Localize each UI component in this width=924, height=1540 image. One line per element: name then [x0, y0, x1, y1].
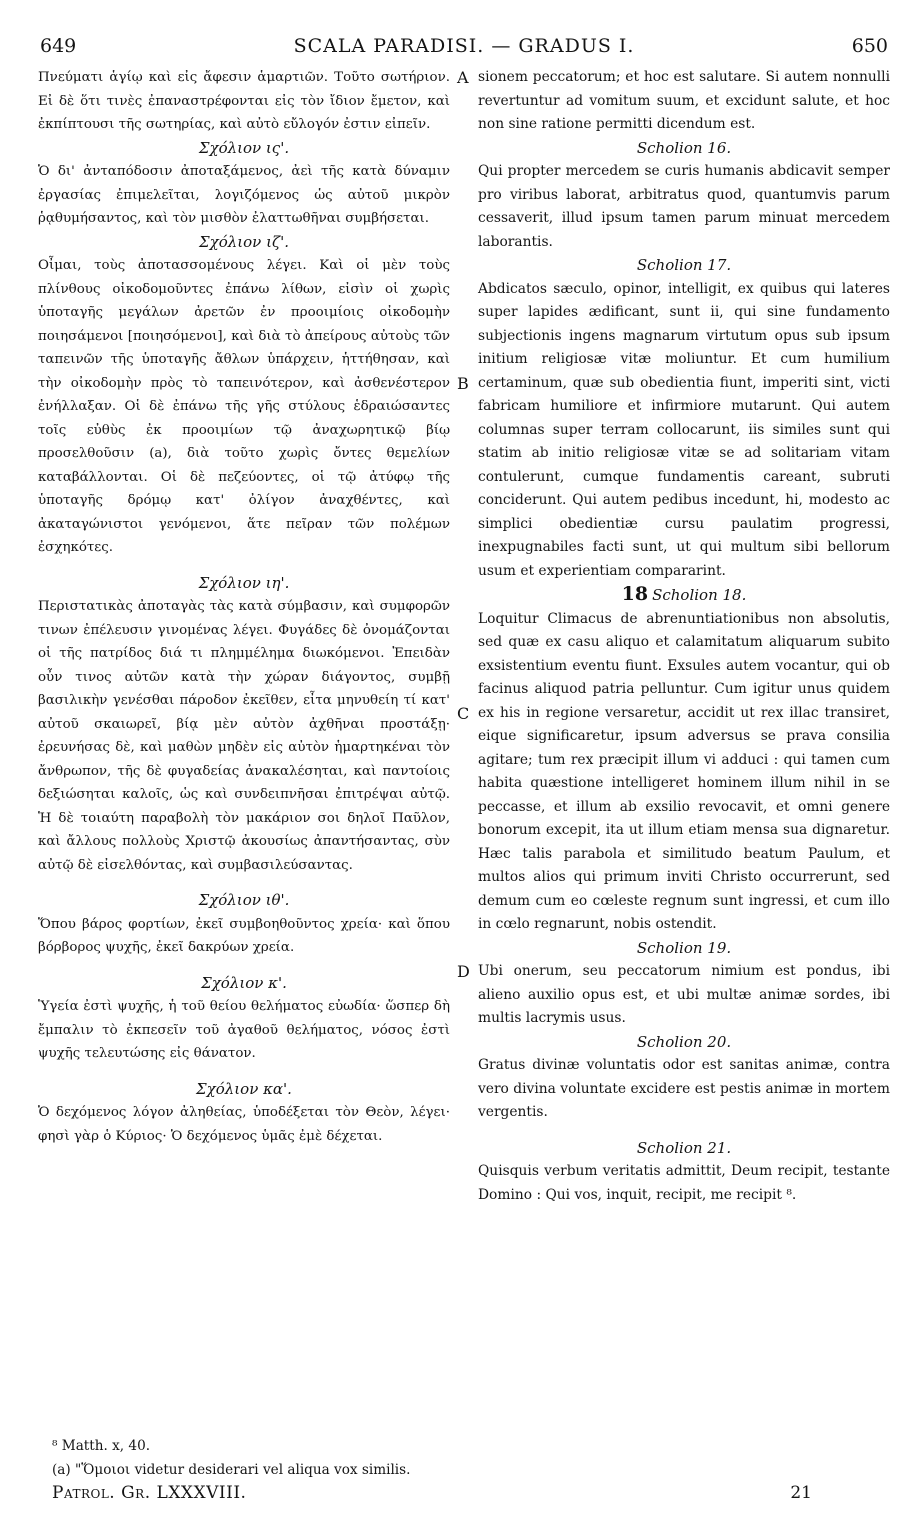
series-signature: Patrol. Gr. LXXXVIII. — [52, 1483, 247, 1503]
page-footer — [52, 1483, 812, 1503]
latin-scholion-20-heading: Scholion 20. — [636, 1032, 732, 1051]
latin-scholion-18-text: Loquitur Climacus de abrenuntiationibus non absolutis, sed quæ ex casu aliquo et calamitatum aliquarum subito exsistentium eventu fiunt. Exsules autem vocantur, qui ob facinus aliquod patria pelluntur. Cum igitur unus quidem ex his in regione versaretur, accidit ut rex illac transiret, eique significaretur, ipsum adversus se prava consilia agitare; tum rex præcipit illum vi adduci : qui tamen cum habita quæstione intelligeret hominem illum nihil in se peccasse, et illum ab exsilio revocavit, et omni genere bonorum excepit, ita ut illum etiam mensa sua dignaretur. Hæc talis parabola et similitudo beatum Paulum, et multos alios qui primum inviti Christo occurrerunt, sed demum cum eo cœleste regnum sunt ingressi, et cum illo in cœlo regnarunt, nobis ostendit. — [478, 610, 890, 932]
running-title: SCALA PARADISI. — GRADUS I. — [293, 35, 635, 57]
latin-scholion-18 — [457, 608, 890, 937]
latin-scholion-16-heading: Scholion 16. — [636, 138, 732, 157]
latin-scholion-18-heading-row — [478, 583, 890, 608]
margin-marker-b: B — [457, 373, 469, 393]
latin-intro-text: sionem peccatorum; et hoc est salutare. Si autem nonnulli revertuntur ad vomitum suum, et excidunt salute, et hoc non sine ratione permitti dicendum est. — [478, 69, 890, 132]
latin-scholion-20 — [478, 1054, 890, 1125]
latin-scholion-21 — [478, 1160, 890, 1207]
latin-scholion-17 — [457, 278, 890, 584]
greek-scholion-17-text: Οἶμαι, τοὺς ἀποτασσομένους λέγει. Καὶ οἱ μὲν τοὺς πλίνθους οἰκοδομοῦντες ἐπάνω λίθων, εἰσὶν οἱ χωρὶς ὑποταγῆς μεγάλων ἀρετῶν ἐν προοιμίοις οἰκοδομὴν ποιησάμενοι [ποιησόμενοι], καὶ διὰ τὸ ἀπείρους αὐτοὺς τῶν ταπεινῶν τῆς ὑποταγῆς ἄθλων ὑπάρχειν, ἡττήθησαν, καὶ τὴν οἰκοδομὴν πρὸς τὸ ταπεινότερον, καὶ ἀσθενέστερον ἐνήλλαξαν. Οἱ δὲ ἐπάνω τῆς γῆς στύλους ἑδραιώσαντες τοῖς εὐθὺς ἐκ προοιμίων τῷ ἀναχωρητικῷ βίῳ προσελθοῦσιν (a), διὰ τοῦτο χωρὶς ὄντες θεμελίων καταβάλλονται. Οἱ δὲ πεζεύοντες, οἱ τῷ ἀτύφῳ τῆς ὑποταγῆς δρόμῳ κατ' ὀλίγον ἀναχθέντες, καὶ ἀκαταγώνιστοι γενόμενοι, ἅτε πεῖραν τῶν πολέμων ἐσχηκότες. — [38, 258, 450, 555]
latin-intro — [457, 66, 890, 137]
margin-marker-c: C — [457, 703, 470, 723]
greek-scholion-17-heading: Σχόλιον ιζ'. — [199, 232, 289, 251]
greek-scholion-19 — [38, 913, 450, 960]
chapter-number-18: 18 — [621, 583, 649, 605]
signature-number: 21 — [790, 1483, 812, 1503]
greek-intro — [38, 66, 450, 137]
latin-scholion-16-text: Qui propter mercedem se curis humanis abdicavit semper pro viribus laborat, arbitratus quod, quantumvis parum cessaverit, illud ipsum tamen parum minuat mercedem laborantis. — [478, 163, 890, 250]
latin-scholion-17-heading: Scholion 17. — [636, 256, 732, 274]
greek-scholion-17 — [38, 254, 450, 560]
greek-scholion-21-text: Ὁ δεχόμενος λόγον ἀληθείας, ὑποδέξεται τὸν Θεὸν, λέγει· φησὶ γὰρ ὁ Κύριος· Ὁ δεχόμενος ὑμᾶς ἐμὲ δέχεται. — [38, 1105, 450, 1144]
greek-scholion-20-text: Ὑγεία ἐστὶ ψυχῆς, ἡ τοῦ θείου θελήματος εὐωδία· ὥσπερ δὴ ἔμπαλιν τὸ ἐκπεσεῖν τοῦ ἀγαθοῦ θελήματος, νόσος ἐστὶ ψυχῆς τελευτώσης εἰς θάνατον. — [38, 999, 450, 1061]
greek-scholion-16-heading: Σχόλιον ις'. — [198, 138, 290, 157]
latin-scholion-21-heading: Scholion 21. — [636, 1138, 732, 1157]
latin-scholion-20-text: Gratus divinæ voluntatis odor est sanitas animæ, contra vero divina voluntate excidere est pestis animæ in mortem vergentis. — [478, 1057, 890, 1120]
greek-scholion-19-heading: Σχόλιον ιθ'. — [198, 891, 290, 909]
greek-scholion-20 — [38, 995, 450, 1066]
right-page-number: 650 — [851, 35, 888, 57]
footnote-a: (a) "Ὅμοιοι videtur desiderari vel aliqua vox similis. — [52, 1461, 411, 1478]
footnote-scripture: ⁸ Matth. x, 40. — [52, 1438, 151, 1454]
margin-marker-d: D — [457, 962, 470, 981]
latin-column — [457, 66, 890, 1207]
two-column-body — [38, 66, 890, 1207]
latin-scholion-19 — [457, 960, 890, 1031]
footnotes — [52, 1435, 912, 1482]
latin-scholion-16 — [478, 160, 890, 254]
greek-scholion-18 — [38, 595, 450, 877]
greek-scholion-21 — [38, 1101, 450, 1148]
page-header — [38, 34, 890, 58]
left-page-number: 649 — [40, 35, 77, 57]
greek-scholion-21-heading: Σχόλιον κα'. — [196, 1079, 292, 1098]
latin-scholion-19-heading: Scholion 19. — [636, 938, 732, 957]
greek-scholion-16-text: Ὁ δι' ἀνταπόδοσιν ἀποταξάμενος, ἀεὶ τῆς κατὰ δύναμιν ἐργασίας ἐπιμελεῖται, λογιζόμενος ὡς αὐτοῦ μικρὸν ῥᾳθυμήσαντος, καὶ τὸν μισθὸν ἐλαττωθῆναι συμβήσεται. — [38, 164, 450, 226]
latin-scholion-21-text: Quisquis verbum veritatis admittit, Deum recipit, testante Domino : Qui vos, inquit, recipit, me recipit ⁸. — [478, 1163, 890, 1203]
greek-scholion-18-heading: Σχόλιον ιη'. — [198, 573, 290, 592]
greek-scholion-16 — [38, 160, 450, 231]
greek-scholion-18-text: Περιστατικὰς ἀποταγὰς τὰς κατὰ σύμβασιν, καὶ συμφορῶν τινων ἐπέλευσιν γινομένας λέγει. Φυγάδες δὲ ὀνομάζονται οἱ τῆς πατρίδος διά τι πλημμέλημα διωκόμενοι. Ἐπειδὰν οὖν τινος αὐτῶν κατὰ τὴν χώραν διάγοντος, συμβῇ βασιλικὴν γενέσθαι πάροδον ἐκεῖθεν, εἶτα μηνυθείη τί κατ' αὐτοῦ σκαιωρεῖ, βίᾳ μὲν αὐτὸν ἀχθῆναι προστάξῃ· ἐρευνήσας δὲ, καὶ μαθὼν μηδὲν εἰς αὐτὸν ἡμαρτηκέναι τὸν ἄνθρωπον, τῆς δὲ φυγαδείας ἀνακαλέσηται, καὶ παντοίοις δεξιώσηται καλοῖς, ὡς καὶ συνδειπνῆσαι ἐπιτρέψαι αὐτῷ. Ἡ δὲ τοιαύτη παραβολὴ τὸν μακάριον σοι δηλοῖ Παῦλον, καὶ ἄλλους πολλοὺς Χριστῷ ἀκουσίως ἀπαντήσαντας, σὺν αὐτῷ δὲ εἰσελθόντας, καὶ συμβασιλεύσαντας. — [38, 599, 450, 873]
greek-column — [38, 66, 450, 1207]
latin-scholion-17-text: Abdicatos sæculo, opinor, intelligit, ex quibus qui lateres super lapides ædificant, sunt ii, qui sine fundamento subjectionis ingens magnarum virtutum opus sub ipsum initium religiosæ vitæ moliuntur. Et cum humilium certaminum, quæ sub obedientia fiunt, imperiti sint, victi fabricam humiliore et infirmiore mutarunt. Qui autem columnas super terram collocarunt, iis similes sunt qui statim ab initio religiosæ vitæ se ad solitariam vitam contulerunt, cumque fundamentis careant, subruti conciderunt. Qui autem pedibus incedunt, hi, modesto ac simplici obedientiæ cursu paulatim progressi, inexpugnabiles facti sunt, ut qui multum sibi bellorum usum et experientiam compararint. — [478, 280, 890, 579]
greek-intro-text: Πνεύματι ἁγίῳ καὶ εἰς ἄφεσιν ἁμαρτιῶν. Τοῦτο σωτήριον. Εἰ δὲ ὅτι τινὲς ἐπαναστρέφονται εἰς τὸν ἴδιον ἔμετον, καὶ ἐκπίπτουσι τῆς σωτηρίας, καὶ αὐτὸ εὔλογόν ἐστιν εἰπεῖν. — [38, 70, 450, 132]
margin-marker-a: A — [457, 68, 469, 87]
latin-scholion-19-text: Ubi onerum, seu peccatorum nimium est pondus, ibi alieno auxilio opus est, et ubi multæ animæ sordes, ibi multis lacrymis usus. — [478, 963, 890, 1026]
latin-scholion-18-heading: Scholion 18. — [652, 586, 747, 604]
greek-scholion-20-heading: Σχόλιον κ'. — [201, 973, 287, 992]
greek-scholion-19-text: Ὅπου βάρος φορτίων, ἐκεῖ συμβοηθοῦντος χρεία· καὶ ὅπου βόρβορος ψυχῆς, ἐκεῖ δακρύων χρεία. — [38, 916, 450, 955]
